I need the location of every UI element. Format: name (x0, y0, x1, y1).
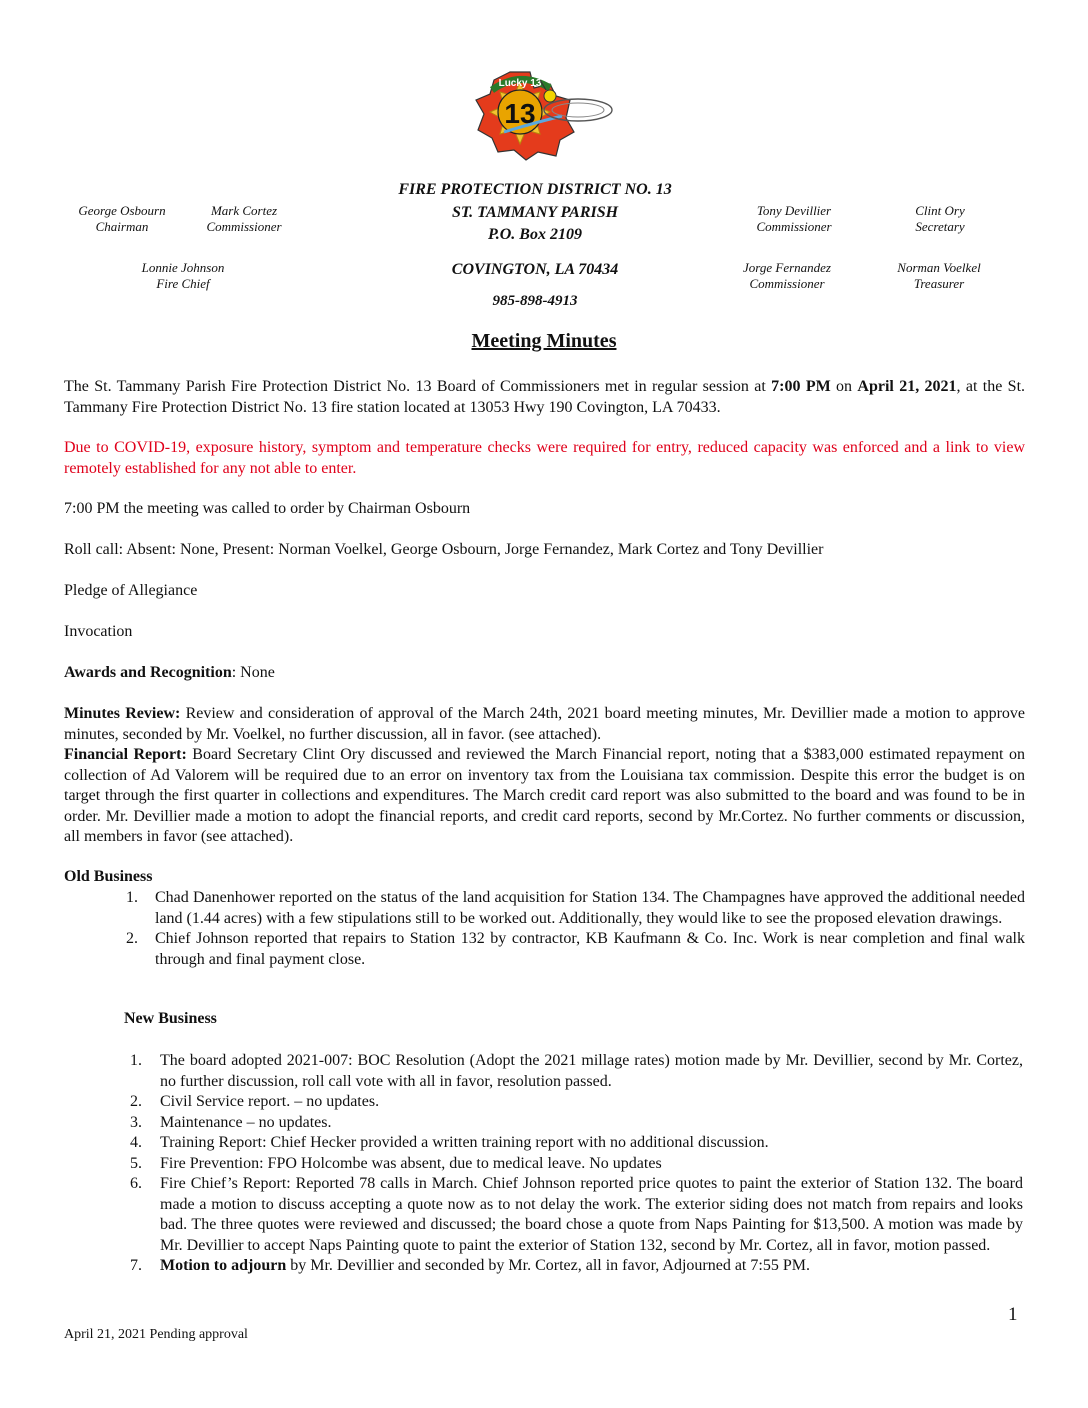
person-voelkel (874, 260, 1004, 292)
list-number: 2. (126, 930, 138, 947)
list-number: 3. (130, 1113, 142, 1131)
page-title: Meeting Minutes (471, 330, 617, 352)
new-business-list (64, 1051, 1023, 1277)
intro-text-2: on (830, 378, 858, 395)
org-parish: ST. TAMMANY PARISH (451, 204, 619, 221)
list-number: 2. (130, 1093, 142, 1110)
page-number: 1 (1008, 1304, 1018, 1325)
adjourn-text: by Mr. Devillier and seconded by Mr. Cortez, all in favor, Adjourned at 7:55 PM. (286, 1257, 810, 1274)
list-item (64, 1133, 1023, 1154)
person-name: Clint Ory (915, 203, 965, 218)
list-text: Maintenance – no updates. (160, 1113, 332, 1131)
list-item (64, 1174, 1023, 1256)
awards-section (64, 663, 1025, 684)
person-name: Norman Voelkel (897, 260, 981, 275)
person-cortez (184, 203, 304, 235)
org-name: FIRE PROTECTION DISTRICT NO. 13 (398, 181, 672, 198)
list-number: 1. (126, 889, 138, 906)
person-name: Jorge Fernandez (743, 260, 831, 275)
list-text (160, 1256, 1023, 1277)
person-role: Commissioner (749, 276, 825, 291)
list-item (64, 929, 1025, 970)
call-to-order: 7:00 PM the meeting was called to order by Chairman Osbourn (64, 500, 471, 517)
org-po-box: P.O. Box 2109 (488, 226, 582, 243)
list-text: Training Report: Chief Hecker provided a written training report with no additional discussion. (160, 1134, 769, 1151)
list-text: Fire Chief’s Report: Reported 78 calls in March. Chief Johnson reported price quotes to paint the exterior of Station 132. The board made a motion to discuss accepting a quote now as to not delay the work. The exterior siding does not match from repairs and looks bad. The three quotes were reviewed and discussed; the board chose a quote from Naps Painting for $13,500. A motion was made by Mr. Devillier to accept Naps Painting quote to paint the exterior of Station 132, second by Mr. Cortez, all in favor, motion passed. (160, 1175, 1023, 1254)
list-item (64, 1051, 1023, 1092)
minutes-review-text: Review and consideration of approval of the March 24th, 2021 board meeting minutes, Mr. Devillier made a motion to approve minutes, seconded by Mr. Voelkel, no further discussion, all in favor. (see attached). (64, 705, 1025, 743)
list-text: Chief Johnson reported that repairs to Station 132 by contractor, KB Kaufmann & Co. Inc. Work is near completion and final walk through and final payment close. (155, 930, 1025, 968)
district-logo (470, 66, 618, 162)
new-business-heading (124, 1010, 217, 1028)
pledge: Pledge of Allegiance (64, 582, 198, 599)
list-text: Civil Service report. – no updates. (160, 1093, 380, 1110)
new-business-heading-text: New Business (124, 1010, 217, 1027)
person-osbourn (62, 203, 182, 235)
financial-report-label: Financial Report: (64, 746, 187, 763)
list-item (64, 1154, 1023, 1175)
financial-report (64, 745, 1025, 848)
awards-label: Awards and Recognition (64, 664, 232, 681)
minutes-review (64, 704, 1025, 745)
financial-report-text: Board Secretary Clint Ory discussed and reviewed the March Financial report, noting that a $383,000 estimated repayment on collection of Ad Valorem will be required due to an error on inventory tax from the Louisiana tax commission. Despite this error the budget is on target through the first quarter in collections and expenditures. The March credit card report was also submitted to the board and was found to be in order. Mr. Devillier made a motion to adopt the financial reports, and credit card reports, second by Mr.Cortez. No further comments or discussion, all members in favor (see attached). (64, 746, 1025, 845)
org-phone: 985-898-4913 (492, 293, 578, 309)
old-business-heading-text: Old Business (64, 868, 153, 885)
person-name: Mark Cortez (210, 203, 278, 218)
old-business-heading (64, 867, 1025, 888)
person-name: Tony Devillier (756, 203, 832, 218)
adjourn-label: Motion to adjourn (160, 1257, 287, 1274)
list-item (64, 1113, 1023, 1134)
person-role: Chairman (95, 219, 149, 234)
list-number: 1. (130, 1052, 142, 1069)
list-number: 4. (130, 1134, 142, 1151)
list-text: Fire Prevention: FPO Holcombe was absent, due to medical leave. No updates (160, 1154, 662, 1172)
person-role: Commissioner (206, 219, 282, 234)
person-role: Commissioner (756, 219, 832, 234)
person-role: Treasurer (913, 276, 965, 291)
list-item (64, 888, 1025, 929)
list-item (64, 1092, 1023, 1113)
intro-text-3: , at the St. Tammany Fire Protection District No. 13 fire station located at 13053 Hwy 190 Covington, LA 70433. (64, 378, 1026, 416)
awards-text: : None (231, 664, 275, 681)
old-business-list (64, 888, 1025, 970)
list-text: The board adopted 2021-007: BOC Resolution (Adopt the 2021 millage rates) motion made by Mr. Devillier, second by Mr. Cortez, no further discussion, roll call vote with all in favor, resolution passed. (160, 1052, 1023, 1090)
person-devillier (734, 203, 854, 235)
covid-note: Due to COVID-19, exposure history, symptom and temperature checks were required for entry, reduced capacity was enforced and a link to view remotely established for any not able to enter. (64, 439, 1025, 477)
intro-text-1: The St. Tammany Parish Fire Protection District No. 13 Board of Commissioners met in regular session at (64, 378, 772, 395)
svg-text:13: 13 (504, 98, 536, 129)
list-number: 6. (130, 1175, 142, 1192)
list-number: 7. (130, 1257, 142, 1274)
list-number: 5. (130, 1154, 142, 1172)
person-role: Secretary (915, 219, 965, 234)
person-name: George Osbourn (78, 203, 166, 218)
logo-text: Lucky 13 (498, 78, 542, 89)
org-city: COVINGTON, LA 70434 (451, 261, 619, 278)
meeting-time: 7:00 PM (771, 378, 831, 395)
person-johnson (120, 260, 246, 292)
roll-call: Roll call: Absent: None, Present: Norman Voelkel, George Osbourn, Jorge Fernandez, Mark Cortez and Tony Devillier (64, 541, 824, 558)
meeting-date: April 21, 2021 (857, 378, 957, 395)
person-ory (880, 203, 1000, 235)
invocation: Invocation (64, 623, 133, 640)
person-name: Lonnie Johnson (141, 260, 225, 275)
footer-note: April 21, 2021 Pending approval (64, 1327, 248, 1342)
intro-paragraph (64, 377, 1025, 418)
list-item-adjourn (64, 1256, 1023, 1277)
list-text: Chad Danenhower reported on the status of the land acquisition for Station 134. The Champagnes have approved the additional needed land (1.44 acres) with a few stipulations still to be worked out. Additionally, they would like to see the proposed elevation drawings. (155, 889, 1025, 927)
minutes-review-label: Minutes Review: (64, 705, 181, 722)
person-role: Fire Chief (156, 276, 210, 291)
